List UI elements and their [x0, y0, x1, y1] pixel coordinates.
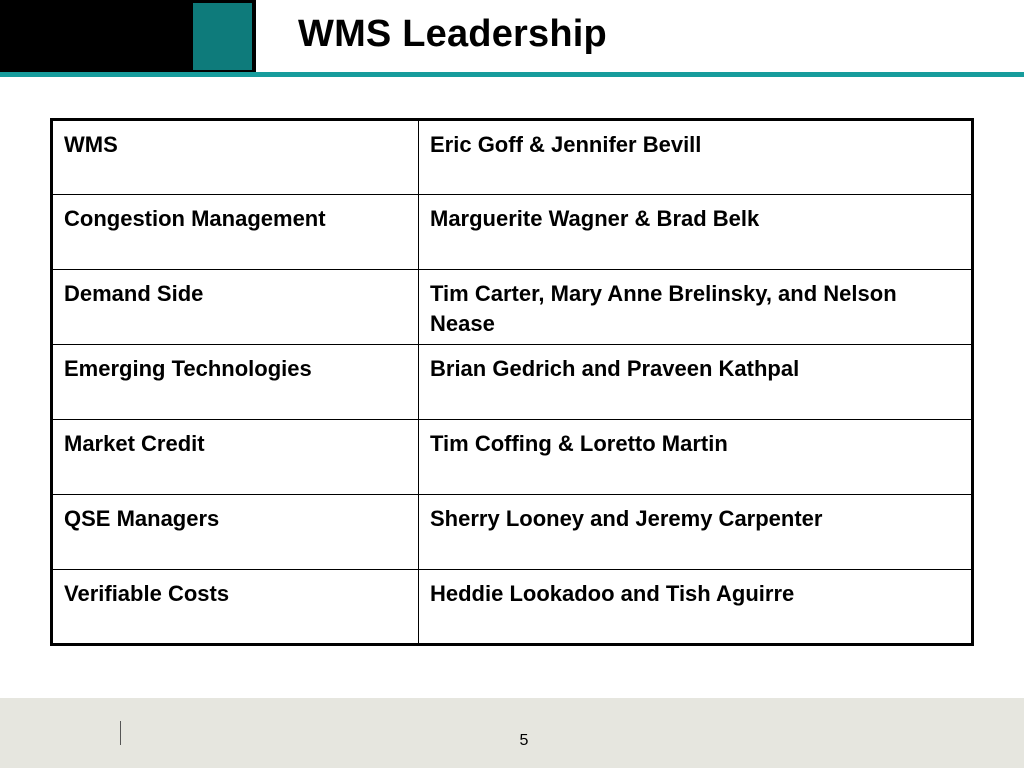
leaders-cell: Eric Goff & Jennifer Bevill	[419, 120, 973, 195]
subcommittee-cell: WMS	[52, 120, 419, 195]
subcommittee-cell: Demand Side	[52, 270, 419, 345]
table-row	[52, 120, 973, 195]
table-row	[52, 270, 973, 345]
header-rule	[0, 72, 1024, 77]
table-row	[52, 195, 973, 270]
leaders-cell: Tim Coffing & Loretto Martin	[419, 420, 973, 495]
leaders-cell: Heddie Lookadoo and Tish Aguirre	[419, 570, 973, 645]
leadership-table	[50, 118, 974, 646]
subcommittee-cell: Verifiable Costs	[52, 570, 419, 645]
table-row	[52, 570, 973, 645]
page-number: 5	[519, 732, 529, 749]
slide-footer	[0, 698, 1024, 768]
table-row	[52, 495, 973, 570]
leaders-cell: Tim Carter, Mary Anne Brelinsky, and Nelson Nease	[419, 270, 973, 345]
header-teal-square	[193, 3, 252, 70]
table-row	[52, 420, 973, 495]
subcommittee-cell: Congestion Management	[52, 195, 419, 270]
leaders-cell: Brian Gedrich and Praveen Kathpal	[419, 345, 973, 420]
subcommittee-cell: Emerging Technologies	[52, 345, 419, 420]
subcommittee-cell: QSE Managers	[52, 495, 419, 570]
leaders-cell: Marguerite Wagner & Brad Belk	[419, 195, 973, 270]
slide-title: WMS Leadership	[298, 13, 607, 55]
leaders-cell: Sherry Looney and Jeremy Carpenter	[419, 495, 973, 570]
subcommittee-cell: Market Credit	[52, 420, 419, 495]
table-row	[52, 345, 973, 420]
